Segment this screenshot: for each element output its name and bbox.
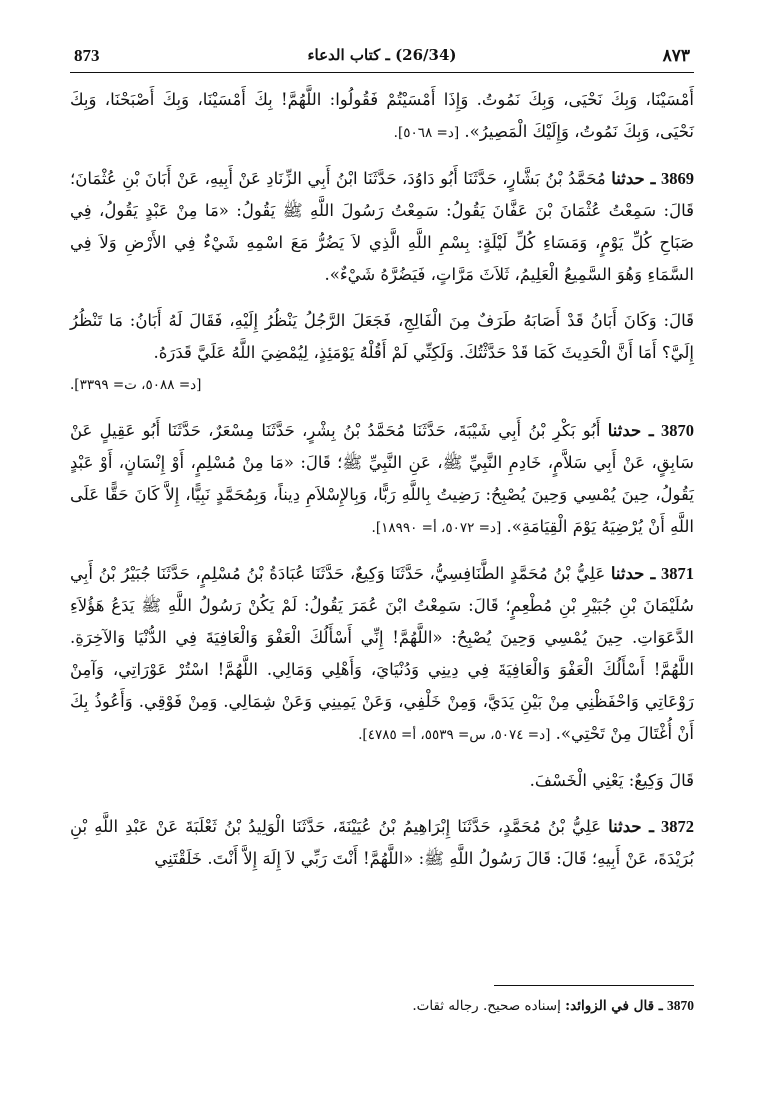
hadith-3871 (70, 558, 694, 751)
hadith-lead: ـ حدثنا (608, 817, 654, 836)
hadith-3871-comment (70, 765, 694, 797)
hadith-number: 3871 (660, 564, 694, 583)
hadith-3870 (70, 415, 694, 544)
comment-text: قَالَ وَكِيعٌ: يَعْنِي الْخَسْفَ. (529, 771, 694, 790)
comment-text: قَالَ: وَكَانَ أَبَانُ قَدْ أَصَابَهُ طَرَفٌ مِنَ الْفَالِجِ، فَجَعَلَ الرَّجُلُ يَنْظُرُ إِلَيْهِ، فَقَالَ لَهُ أَبَانُ: مَا تَنْظُرُ إِلَيَّ؟ أَمَا أَنَّ الْحَدِيثَ كَمَا قَدْ حَدَّثْتُكَ. وَلَكِنِّي لَمْ أَقُلْهُ يَوْمَئِذٍ، لِيُمْضِيَ اللَّهُ عَلَيَّ قَدَرَهُ. (70, 311, 694, 362)
footnote-label: ـ قال في الزوائد: (565, 998, 663, 1014)
hadith-lead: ـ حدثنا (610, 564, 656, 583)
main-text (70, 84, 694, 875)
hadith-3869 (70, 163, 694, 291)
hadith-lead: ـ حدثنا (611, 169, 656, 188)
reference: [د= ٥٠٧٢، أ= ١٨٩٩٠]. (371, 520, 502, 536)
header-rule (70, 72, 694, 73)
hadith-text: مُحَمَّدُ بْنُ بَشَّارٍ، حَدَّثَنَا أَبُو دَاوُدَ، حَدَّثَنَا ابْنُ أَبِي الزِّنَادِ عَنْ أَبِيهِ، عَنْ أَبَانَ بْنِ عُثْمَانَ؛ قَالَ: سَمِعْتُ عُثْمَانَ بْنَ عَفَّانَ يَقُولُ: سَمِعْتُ رَسُولَ اللَّهِ ﷺ يَقُولُ: «مَا مِنْ عَبْدٍ يَقُولُ، فِي صَبَاحِ كُلِّ يَوْمٍ، وَمَسَاءِ كُلِّ لَيْلَةٍ: بِسْمِ اللَّهِ الَّذِي لاَ يَضُرُّ مَعَ اسْمِهِ شَيْءٌ فِي الأَرْضِ وَلاَ فِي السَّمَاءِ وَهُوَ السَّمِيعُ الْعَلِيمُ، ثَلاَثَ مَرَّاتٍ، فَيَضُرَّهُ شَيْءٌ». (70, 169, 694, 284)
hadith-number: 3870 (661, 421, 694, 440)
hadith-number: 3872 (661, 817, 695, 836)
hadith-3872 (70, 811, 694, 875)
continuation-paragraph (70, 84, 694, 149)
page-number-latin: 873 (74, 46, 100, 65)
footnote-number: 3870 (667, 998, 694, 1013)
hadith-3869-comment (70, 305, 694, 369)
reference: [د= ٥٠٨٨، ت= ٣٣٩٩]. (70, 377, 202, 393)
footnote-rule (494, 985, 694, 986)
hadith-text: عَلِيُّ بْنُ مُحَمَّدٍ الطَّنَافِسِيُّ، حَدَّثَنَا وَكِيعٌ، حَدَّثَنَا عُبَادَةُ بْنُ مُسْلِمٍ، حَدَّثَنَا جُبَيْرُ بْنُ أَبِي سُلَيْمَانَ بْنِ جُبَيْرِ بْنِ مُطْعِمٍ؛ قَالَ: سَمِعْتُ ابْنَ عُمَرَ يَقُولُ: لَمْ يَكُنْ رَسُولُ اللَّهِ ﷺ يَدَعُ هَؤُلاَءِ الدَّعَوَاتِ. حِينَ يُمْسِي وَحِينَ يُصْبِحُ: «اللَّهُمَّ! إِنِّي أَسْأَلُكَ الْعَفْوَ وَالْعَافِيَةَ فِي الدُّنْيَا وَالآخِرَةِ. اللَّهُمَّ! أَسْأَلُكَ الْعَفْوَ وَالْعَافِيَةَ فِي دِينِي وَدُنْيَايَ، وَأَهْلِي وَمَالِي. اللَّهُمَّ! اسْتُرْ عَوْرَاتِي، وَآمِنْ رَوْعَاتِي وَاحْفَظْنِي مِنْ بَيْنِ يَدَيَّ، وَمِنْ خَلْفِي، وَعَنْ يَمِينِي وَعَنْ شِمَالِي. وَمِنْ فَوْقِي. وَأَعُوذُ بِكَ أَنْ أُغْتَالَ مِنْ تَحْتِي». (70, 564, 694, 743)
footnote (70, 994, 694, 1018)
hadith-lead: ـ حدثنا (607, 421, 654, 440)
footnote-text: إسناده صحيح. رجاله ثقات. (412, 998, 561, 1014)
page-number-arabic: ٨٧٣ (662, 46, 690, 66)
page-header (70, 44, 694, 72)
hadith-text: أَبُو بَكْرِ بْنُ أَبِي شَيْبَةَ، حَدَّثَنَا مُحَمَّدُ بْنُ بِشْرٍ، حَدَّثَنَا مِسْعَرٌ، حَدَّثَنَا أَبُو عَقِيلٍ عَنْ سَابِقٍ، عَنْ أَبِي سَلاَّمٍ، خَادِمِ النَّبِيِّ ﷺ، عَنِ النَّبِيِّ ﷺ؛ قَالَ: «مَا مِنْ مُسْلِمٍ، أَوْ إِنْسَانٍ، أَوْ عَبْدٍ يَقُولُ، حِينَ يُمْسِي وَحِينَ يُصْبِحُ: رَضِيتُ بِاللَّهِ رَبًّا، وَبِالإِسْلاَمِ دِيناً، وَبِمُحَمَّدٍ نَبِيًّا، إِلاَّ كَانَ حَقًّا عَلَى اللَّهِ أَنْ يُرْضِيَهُ يَوْمَ الْقِيَامَةِ». (70, 421, 694, 536)
hadith-text: أَمْسَيْنَا، وَبِكَ نَحْيَى، وَبِكَ نَمُوتُ. وَإِذَا أَمْسَيْتُمْ فَقُولُوا: اللَّهُمَّ! بِكَ أَمْسَيْنَا، وَبِكَ أَصْبَحْنَا، وَبِكَ نَحْيَى، وَبِكَ نَمُوتُ، وَإِلَيْكَ الْمَصِيرُ». (70, 90, 694, 141)
hadith-number: 3869 (661, 169, 695, 188)
reference: [د= ٥٠٧٤، س= ٥٥٣٩، أ= ٤٧٨٥]. (358, 727, 551, 743)
running-title: (26/34) ـ كتاب الدعاء (307, 46, 457, 64)
reference: [د= ٥٠٦٨]. (393, 125, 460, 141)
hadith-text: عَلِيُّ بْنُ مُحَمَّدٍ، حَدَّثَنَا إِبْرَاهِيمُ بْنُ عُيَيْنَةَ، حَدَّثَنَا الْوَلِيدُ بْنُ ثَعْلَبَةَ عَنْ عَبْدِ اللَّهِ بْنِ بُرَيْدَةَ، عَنْ أَبِيهِ؛ قَالَ: قَالَ رَسُولُ اللَّهِ ﷺ: «اللَّهُمَّ! أَنْتَ رَبِّي لاَ إِلَهَ إِلاَّ أَنْتَ. خَلَقْتَنِي (70, 817, 694, 868)
